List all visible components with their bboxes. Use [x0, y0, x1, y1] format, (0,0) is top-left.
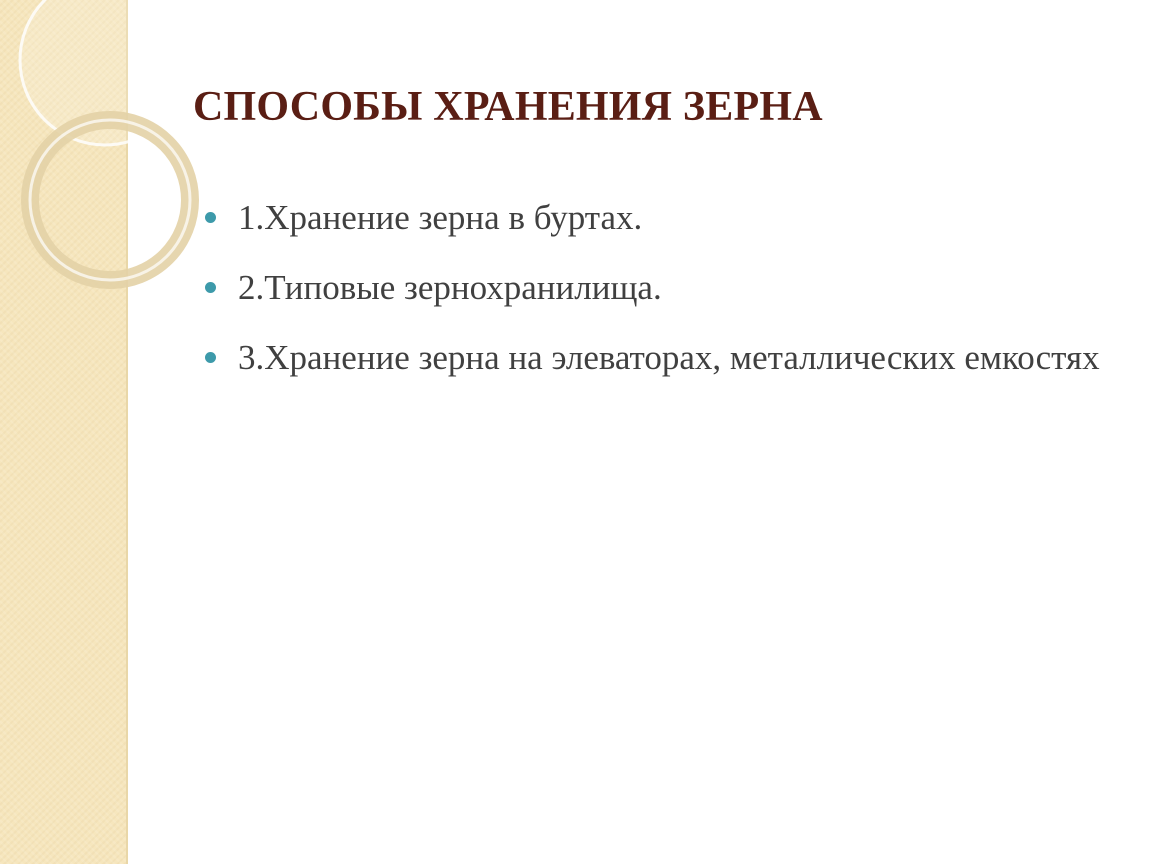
slide-title: СПОСОБЫ ХРАНЕНИЯ ЗЕРНА [193, 84, 823, 130]
list-item [205, 262, 1105, 313]
bullet-icon [205, 352, 216, 363]
decorative-rings [0, 0, 200, 320]
bullet-list [205, 192, 1105, 402]
bullet-text: 2.Типовые зернохранилища. [238, 268, 662, 307]
list-item [205, 332, 1105, 383]
bullet-text: 1.Хранение зерна в буртах. [238, 198, 643, 237]
bullet-text: 3.Хранение зерна на элеваторах, металлических емкостях [238, 338, 1100, 377]
bullet-icon [205, 282, 216, 293]
list-item [205, 192, 1105, 243]
bullet-icon [205, 212, 216, 223]
